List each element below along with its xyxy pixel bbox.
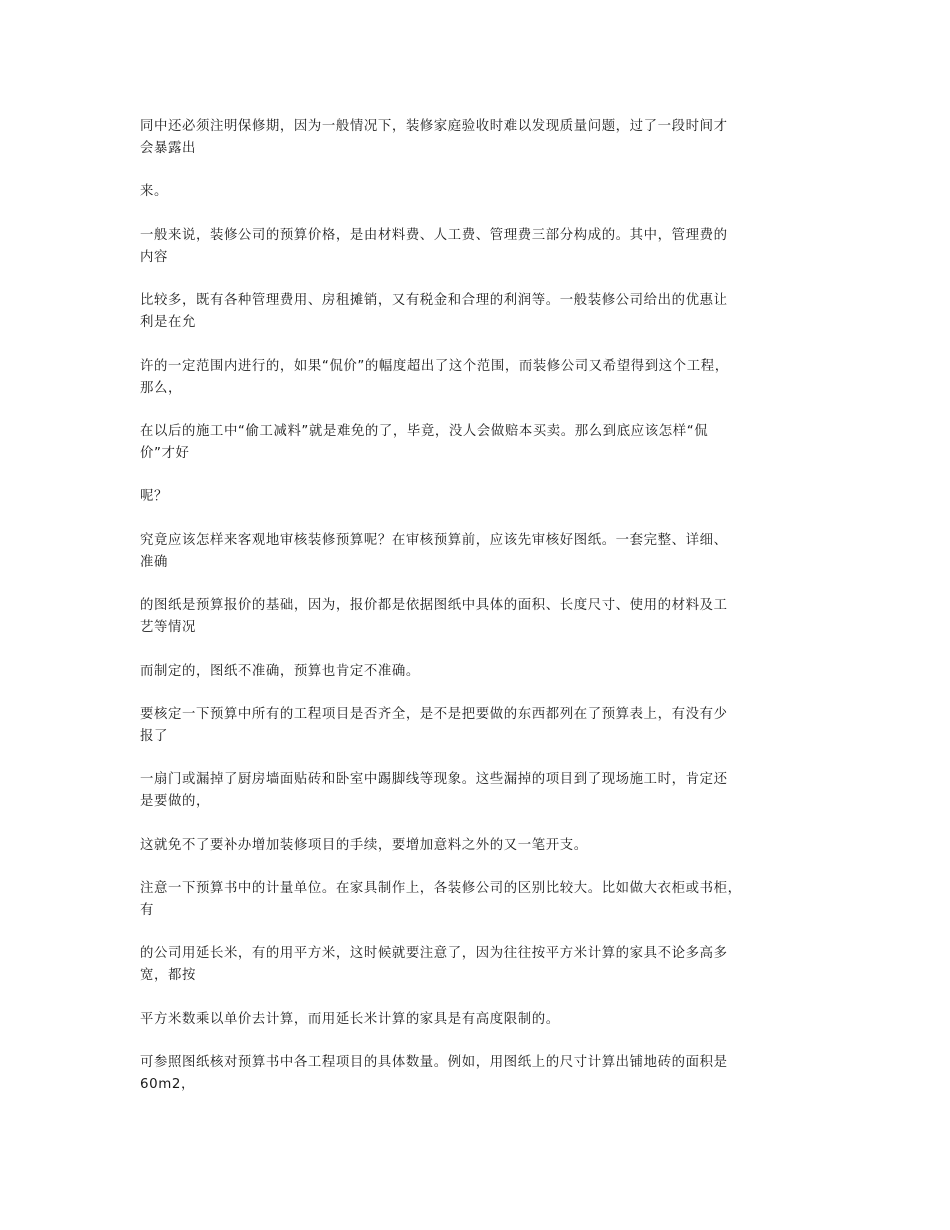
paragraph <box>140 878 812 922</box>
text-line: 准确 <box>140 554 168 570</box>
paragraph <box>140 530 812 574</box>
paragraph <box>140 486 812 508</box>
text-line: 比较多，既有各种管理费用、房租摊销，又有税金和合理的利润等。一般装修公司给出的优惠让 <box>140 293 728 309</box>
text-line: 内容 <box>140 249 168 265</box>
text-line: 要核定一下预算中所有的工程项目是否齐全，是不是把要做的东西都列在了预算表上，有没有少 <box>140 706 728 722</box>
text-line: 在以后的施工中“偷工减料”就是难免的了，毕竟，没人会做赔本买卖。那么到底应该怎样“侃 <box>140 423 709 439</box>
text-line: 许的一定范围内进行的，如果“侃价”的幅度超出了这个范围，而装修公司又希望得到这个工程， <box>140 358 729 374</box>
text-line: 呢？ <box>140 489 168 505</box>
paragraph <box>140 356 812 400</box>
text-line: 会暴露出 <box>140 141 196 156</box>
text-line: 那么， <box>140 380 182 396</box>
paragraph <box>140 1052 812 1096</box>
text-line: 这就免不了要补办增加装修项目的手续，要增加意料之外的又一笔开支。 <box>140 837 588 853</box>
text-line: 艺等情况 <box>140 620 196 636</box>
text-line: 注意一下预算书中的计量单位。在家具制作上，各装修公司的区别比较大。比如做大衣柜或书柜， <box>140 881 742 897</box>
text-line: 一般来说，装修公司的预算价格，是由材料费、人工费、管理费三部分构成的。其中，管理费的 <box>140 227 728 243</box>
paragraph <box>140 595 812 639</box>
paragraph <box>140 116 812 160</box>
text-line: 的图纸是预算报价的基础，因为，报价都是依据图纸中具体的面积、长度尺寸、使用的材料及工 <box>140 598 728 614</box>
text-line: 60m2， <box>140 1077 195 1093</box>
paragraph <box>140 835 812 857</box>
paragraph <box>140 661 812 683</box>
text-line: 来。 <box>140 184 168 200</box>
paragraph <box>140 421 812 465</box>
text-line: 一扇门或漏掉了厨房墙面贴砖和卧室中踢脚线等现象。这些漏掉的项目到了现场施工时，肯定还 <box>140 772 728 788</box>
text-line: 平方米数乘以单价去计算，而用延长米计算的家具是有高度限制的。 <box>140 1011 560 1027</box>
paragraph <box>140 1009 812 1031</box>
document-body <box>140 116 812 1118</box>
text-line: 报了 <box>140 728 168 744</box>
text-line: 有 <box>140 903 154 919</box>
text-line: 价”才好 <box>140 445 190 461</box>
text-line: 利是在允 <box>140 315 196 331</box>
text-line: 而制定的，图纸不准确，预算也肯定不准确。 <box>140 663 420 679</box>
text-line: 究竟应该怎样来客观地审核装修预算呢？在审核预算前，应该先审核好图纸。一套完整、详细、 <box>140 532 728 548</box>
text-line: 同中还必须注明保修期，因为一般情况下，装修家庭验收时难以发现质量问题，过了一段时间才 <box>140 119 728 134</box>
paragraph <box>140 225 812 269</box>
paragraph <box>140 290 812 334</box>
paragraph <box>140 181 812 203</box>
paragraph <box>140 769 812 813</box>
paragraph <box>140 943 812 987</box>
text-line: 的公司用延长米，有的用平方米，这时候就要注意了，因为往往按平方米计算的家具不论多高多 <box>140 946 728 962</box>
text-line: 可参照图纸核对预算书中各工程项目的具体数量。例如，用图纸上的尺寸计算出铺地砖的面积是 <box>140 1055 728 1071</box>
text-line: 宽，都按 <box>140 968 196 984</box>
paragraph <box>140 704 812 748</box>
text-line: 是要做的， <box>140 794 210 810</box>
